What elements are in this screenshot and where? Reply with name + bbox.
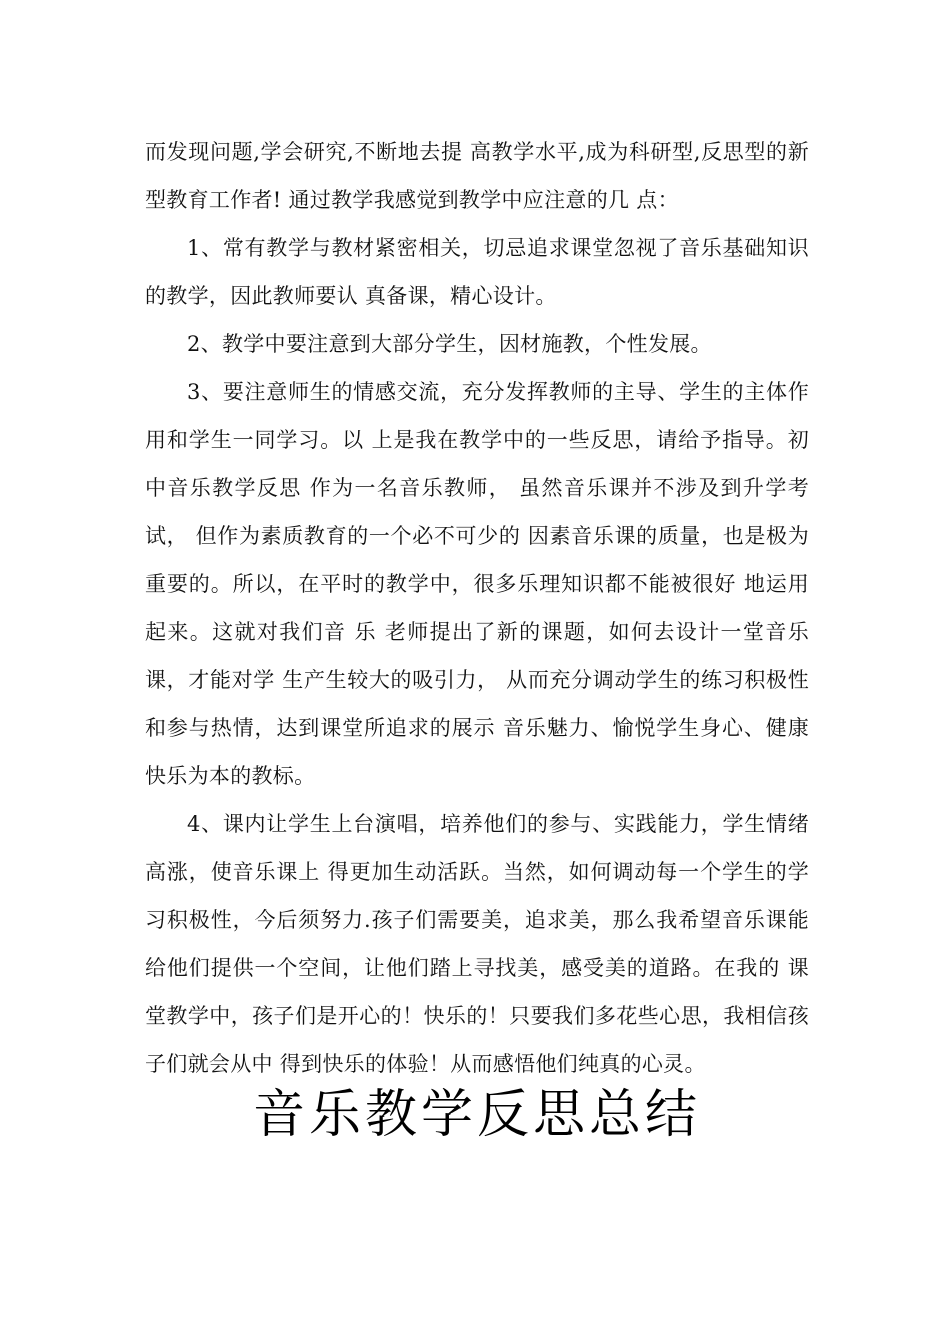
document-title: 音乐教学反思总结 — [252, 1085, 701, 1145]
paragraph-point-1: 1、常有教学与教材紧密相关，切忌追求课堂忽视了音乐基础知识的教学，因此教师要认 真备课，精心设计。 — [145, 236, 809, 308]
paragraph-intro: 而发现问题,学会研究,不断地去提 高教学水平,成为科研型,反思型的新型教育工作者! 通过教学我感觉到教学中应注意的几 点： — [145, 140, 809, 212]
paragraph-point-3: 3、要注意师生的情感交流，充分发挥教师的主导、学生的主体作用和学生一同学习。以 上是我在教学中的一些反思，请给予指导。初中音乐教学反思 作为一名音乐教师， 虽然音乐课并不涉及到升学考试， 但作为素质教育的一个必不可少的 因素音乐课的质量，也是极为重要的。所以，在平时的教学中，很多乐理知识都不能被很好 地运用起来。这就对我们音 乐 老师提出了新的课题，如何去设计一堂音乐课，才能对学 生产生较大的吸引力， 从而充分调动学生的练习积极性和参与热情，达到课堂所追求的展示 音乐魅力、愉悦学生身心、健康快乐为本的教标。 — [145, 380, 809, 788]
document-body — [145, 128, 809, 1088]
paragraph-point-2: 2、教学中要注意到大部分学生，因材施教，个性发展。 — [187, 332, 712, 356]
paragraph-point-4: 4、课内让学生上台演唱，培养他们的参与、实践能力，学生情绪高涨，使音乐课上 得更加生动活跃。当然，如何调动每一个学生的学习积极性，今后须努力.孩子们需要美，追求美，那么我希望音乐课能给他们提供一个空间，让他们踏上寻找美，感受美的道路。在我的 课堂教学中，孩子们是开心的！快乐的！只要我们多花些心思，我相信孩子们就会从中 得到快乐的体验！从而感悟他们纯真的心灵。 — [145, 812, 809, 1076]
